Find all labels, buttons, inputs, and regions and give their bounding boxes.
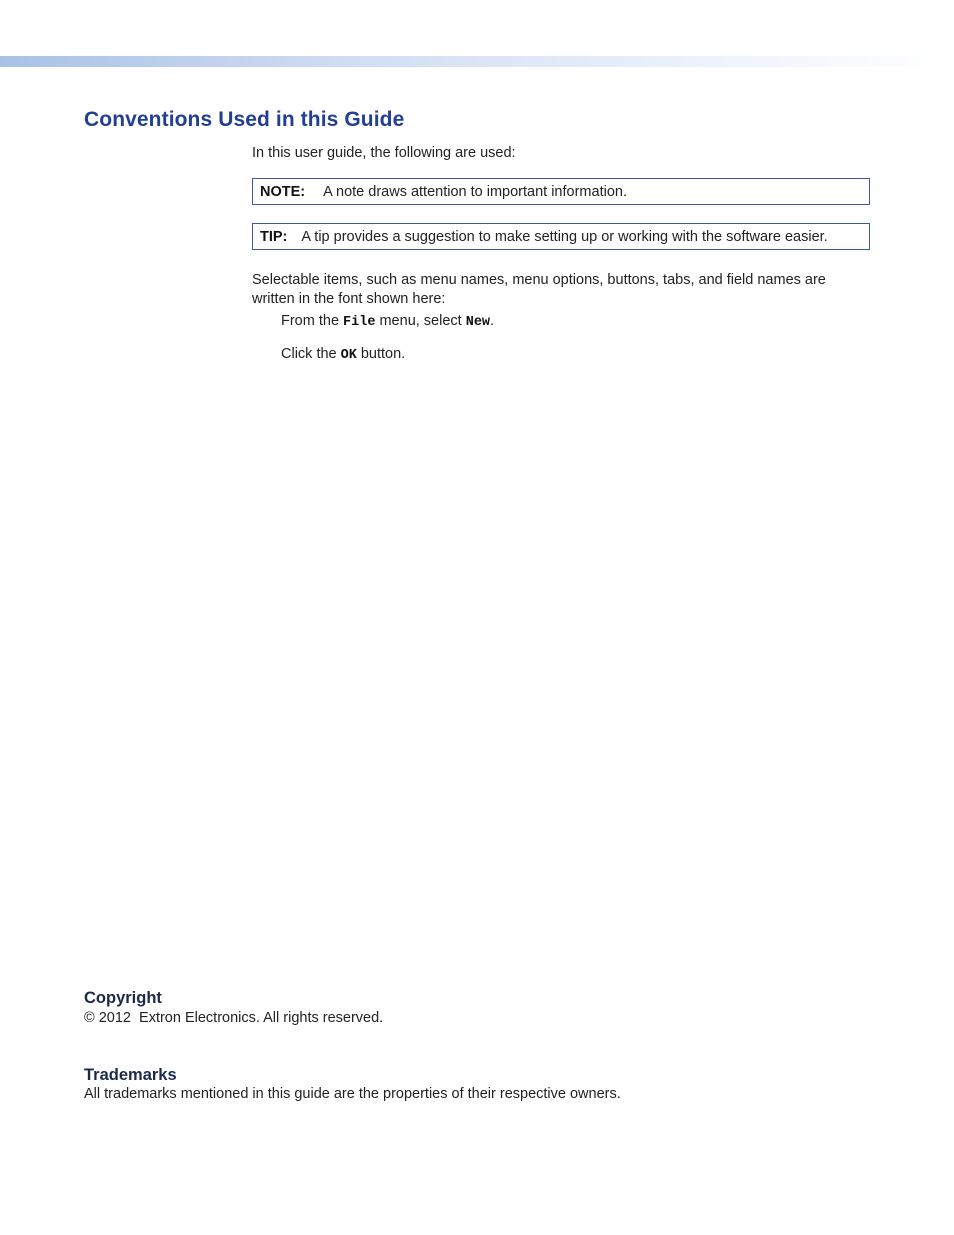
note-callout: [252, 178, 870, 205]
example-1-suffix: .: [490, 313, 495, 329]
tip-callout: [252, 223, 870, 250]
example-1-prefix: From the: [281, 313, 344, 329]
note-text: A note draws attention to important information.: [323, 183, 627, 200]
example-button-name: OK: [340, 348, 357, 363]
header-gradient-bar: [0, 56, 954, 67]
trademarks-heading: Trademarks: [84, 1066, 177, 1084]
copyright-heading: Copyright: [84, 989, 162, 1007]
intro-text: In this user guide, the following are used:: [252, 145, 516, 161]
example-ok-button: [281, 346, 405, 363]
example-file-menu: [281, 313, 494, 330]
example-2-prefix: Click the: [281, 346, 341, 362]
tip-label: TIP:: [260, 228, 288, 245]
example-menu-name: File: [343, 315, 376, 330]
selectable-items-paragraph: Selectable items, such as menu names, menu options, buttons, tabs, and field names are written in the font shown here:: [252, 272, 826, 307]
example-2-suffix: button.: [356, 346, 406, 362]
page-title: Conventions Used in this Guide: [84, 108, 405, 131]
example-1-middle: menu, select: [375, 313, 466, 329]
copyright-text: © 2012 Extron Electronics. All rights reserved.: [84, 1010, 384, 1026]
tip-text: A tip provides a suggestion to make setting up or working with the software easier.: [301, 228, 828, 245]
trademarks-text: All trademarks mentioned in this guide are the properties of their respective owners.: [84, 1086, 621, 1102]
example-option-name: New: [465, 315, 491, 330]
note-label: NOTE:: [260, 183, 306, 200]
